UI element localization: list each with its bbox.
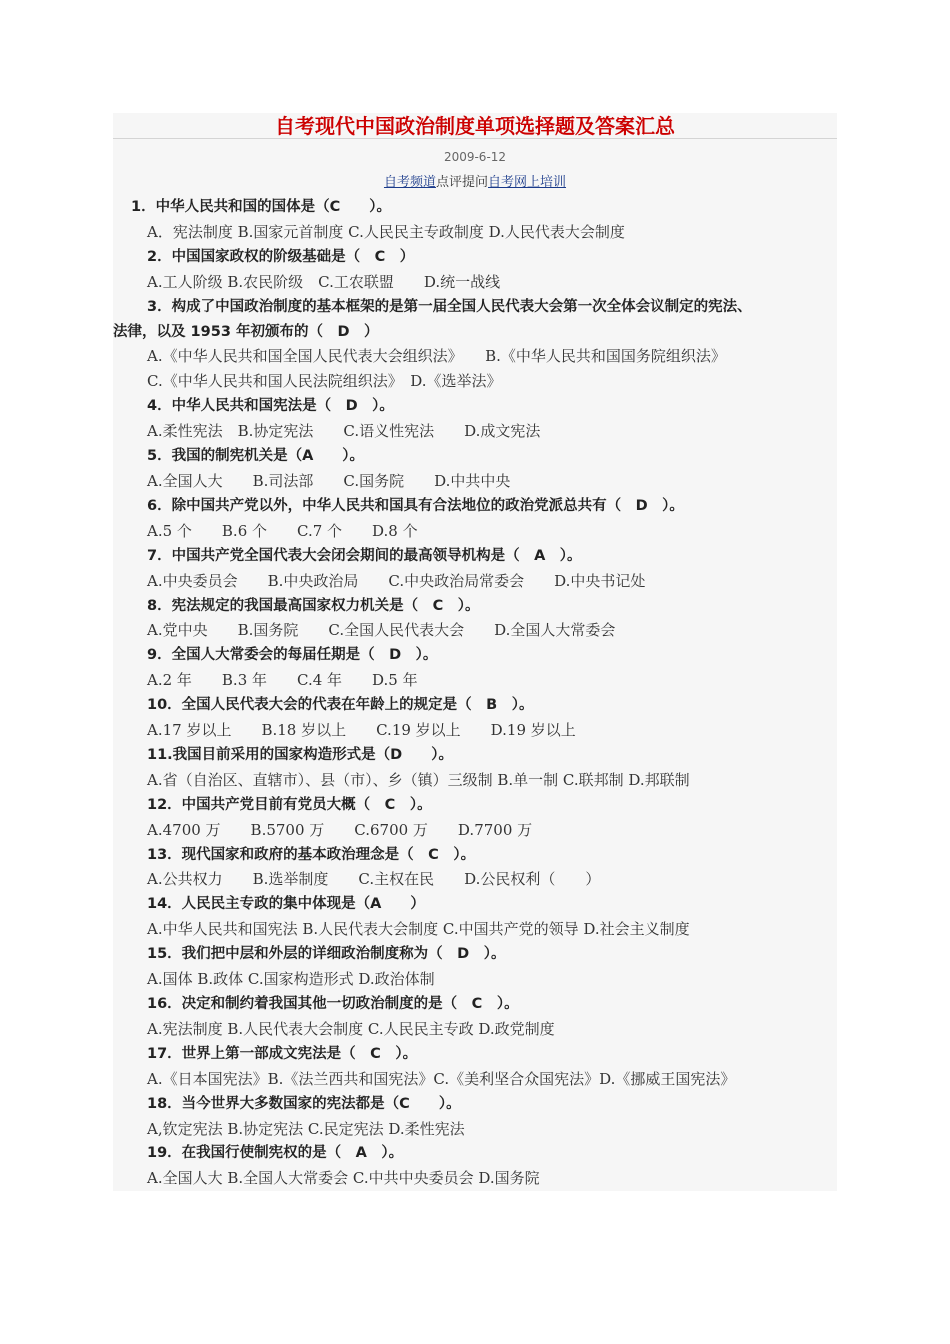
question-text: 7．中国共产党全国代表大会闭会期间的最高领导机构是（ A ）。 (147, 547, 582, 564)
article-links (113, 174, 837, 192)
answer-options: A.2 年 B.3 年 C.4 年 D.5 年 (147, 671, 418, 690)
question-text: 19．在我国行使制宪权的是（ A ）。 (147, 1145, 404, 1162)
question-text: 15．我们把中层和外层的详细政治制度称为（ D ）。 (147, 946, 506, 963)
question-text: 6．除中国共产党以外，中华人民共和国具有合法地位的政治党派总共有（ D ）。 (147, 497, 684, 514)
training-link[interactable]: 自考网上培训 (488, 175, 567, 190)
answer-options: A.柔性宪法 B.协定宪法 C.语义性宪法 D.成文宪法 (147, 422, 541, 441)
question-list (113, 195, 841, 1191)
question-text: 1．中华人民共和国的国体是（C ）。 (131, 199, 391, 215)
article-date: 2009-6-12 (443, 150, 507, 164)
answer-options: A.党中央 B.国务院 C.全国人民代表大会 D.全国人大常委会 (147, 621, 616, 640)
answer-options: C.《中华人民共和国人民法院组织法》 D.《选举法》 (147, 372, 502, 391)
channel-link[interactable]: 自考频道 (383, 175, 436, 190)
answer-options: A.公共权力 B.选举制度 C.主权在民 D.公民权利（ ） (147, 870, 601, 889)
question-text: 18．当今世界大多数国家的宪法都是（C ）。 (147, 1095, 461, 1112)
question-text: 17．世界上第一部成文宪法是（ C ）。 (147, 1045, 418, 1062)
answer-options: A.17 岁以上 B.18 岁以上 C.19 岁以上 D.19 岁以上 (147, 721, 576, 740)
question-text: 5．我国的制宪机关是（A ）。 (147, 448, 365, 465)
question-text: 8．宪法规定的我国最高国家权力机关是（ C ）。 (147, 597, 480, 614)
question-text: 13．现代国家和政府的基本政治理念是（ C ）。 (147, 846, 476, 863)
answer-options: A.工人阶级 B.农民阶级 C.工农联盟 D.统一战线 (147, 272, 501, 291)
answer-options: A.5 个 B.6 个 C.7 个 D.8 个 (147, 521, 418, 540)
comment-text: 点评提问 (435, 175, 488, 190)
article-title: 自考现代中国政治制度单项选择题及答案汇总 (275, 114, 675, 138)
answer-options: A,钦定宪法 B.协定宪法 C.民定宪法 D.柔性宪法 (147, 1119, 465, 1138)
answer-options: A.中华人民共和国宪法 B.人民代表大会制度 C.中国共产党的领导 D.社会主义制度 (147, 920, 690, 939)
answer-options: A.《日本国宪法》B.《法兰西共和国宪法》C.《美利坚合众国宪法》D.《挪威王国宪法》 (147, 1069, 736, 1088)
question-text: 4．中华人民共和国宪法是（ D ）。 (147, 398, 394, 415)
question-text: 12．中国共产党目前有党员大概（ C ）。 (147, 796, 432, 813)
answer-options: A.中央委员会 B.中央政治局 C.中央政治局常委会 D.中央书记处 (147, 571, 646, 590)
question-text: 9．全国人大常委会的每届任期是（ D ）。 (147, 647, 438, 664)
answer-options: A.省（自治区、直辖市）、县（市）、乡（镇）三级制 B.单一制 C.联邦制 D.邦联制 (147, 770, 690, 789)
question-text: 10．全国人民代表大会的代表在年龄上的规定是（ B ）。 (147, 697, 534, 714)
answer-options: A.全国人大 B.司法部 C.国务院 D.中共中央 (147, 471, 511, 490)
answer-options: A.宪法制度 B.人民代表大会制度 C.人民民主专政 D.政党制度 (147, 1019, 555, 1038)
title-divider (113, 138, 837, 139)
answer-options: A.4700 万 B.5700 万 C.6700 万 D.7700 万 (147, 820, 533, 839)
question-text: 14．人民民主专政的集中体现是（A ） (147, 896, 425, 913)
answer-options: A.全国人大 B.全国人大常委会 C.中共中央委员会 D.国务院 (147, 1169, 540, 1188)
question-text: 法律，以及 1953 年初颁布的（ D ） (113, 323, 379, 340)
question-text: 3．构成了中国政治制度的基本框架的是第一届全国人民代表大会第一次全体会议制定的宪法、 (147, 298, 752, 315)
answer-options: A.国体 B.政体 C.国家构造形式 D.政治体制 (147, 970, 435, 989)
answer-options: A.《中华人民共和国全国人民代表大会组织法》 B.《中华人民共和国国务院组织法》 (147, 347, 726, 366)
answer-options: A．宪法制度 B.国家元首制度 C.人民民主专政制度 D.人民代表大会制度 (147, 222, 625, 241)
question-text: 16．决定和制约着我国其他一切政治制度的是（ C ）。 (147, 996, 519, 1012)
question-text: 11.我国目前采用的国家构造形式是（D ）。 (147, 746, 453, 763)
question-text: 2．中国国家政权的阶级基础是（ C ） (147, 248, 415, 265)
